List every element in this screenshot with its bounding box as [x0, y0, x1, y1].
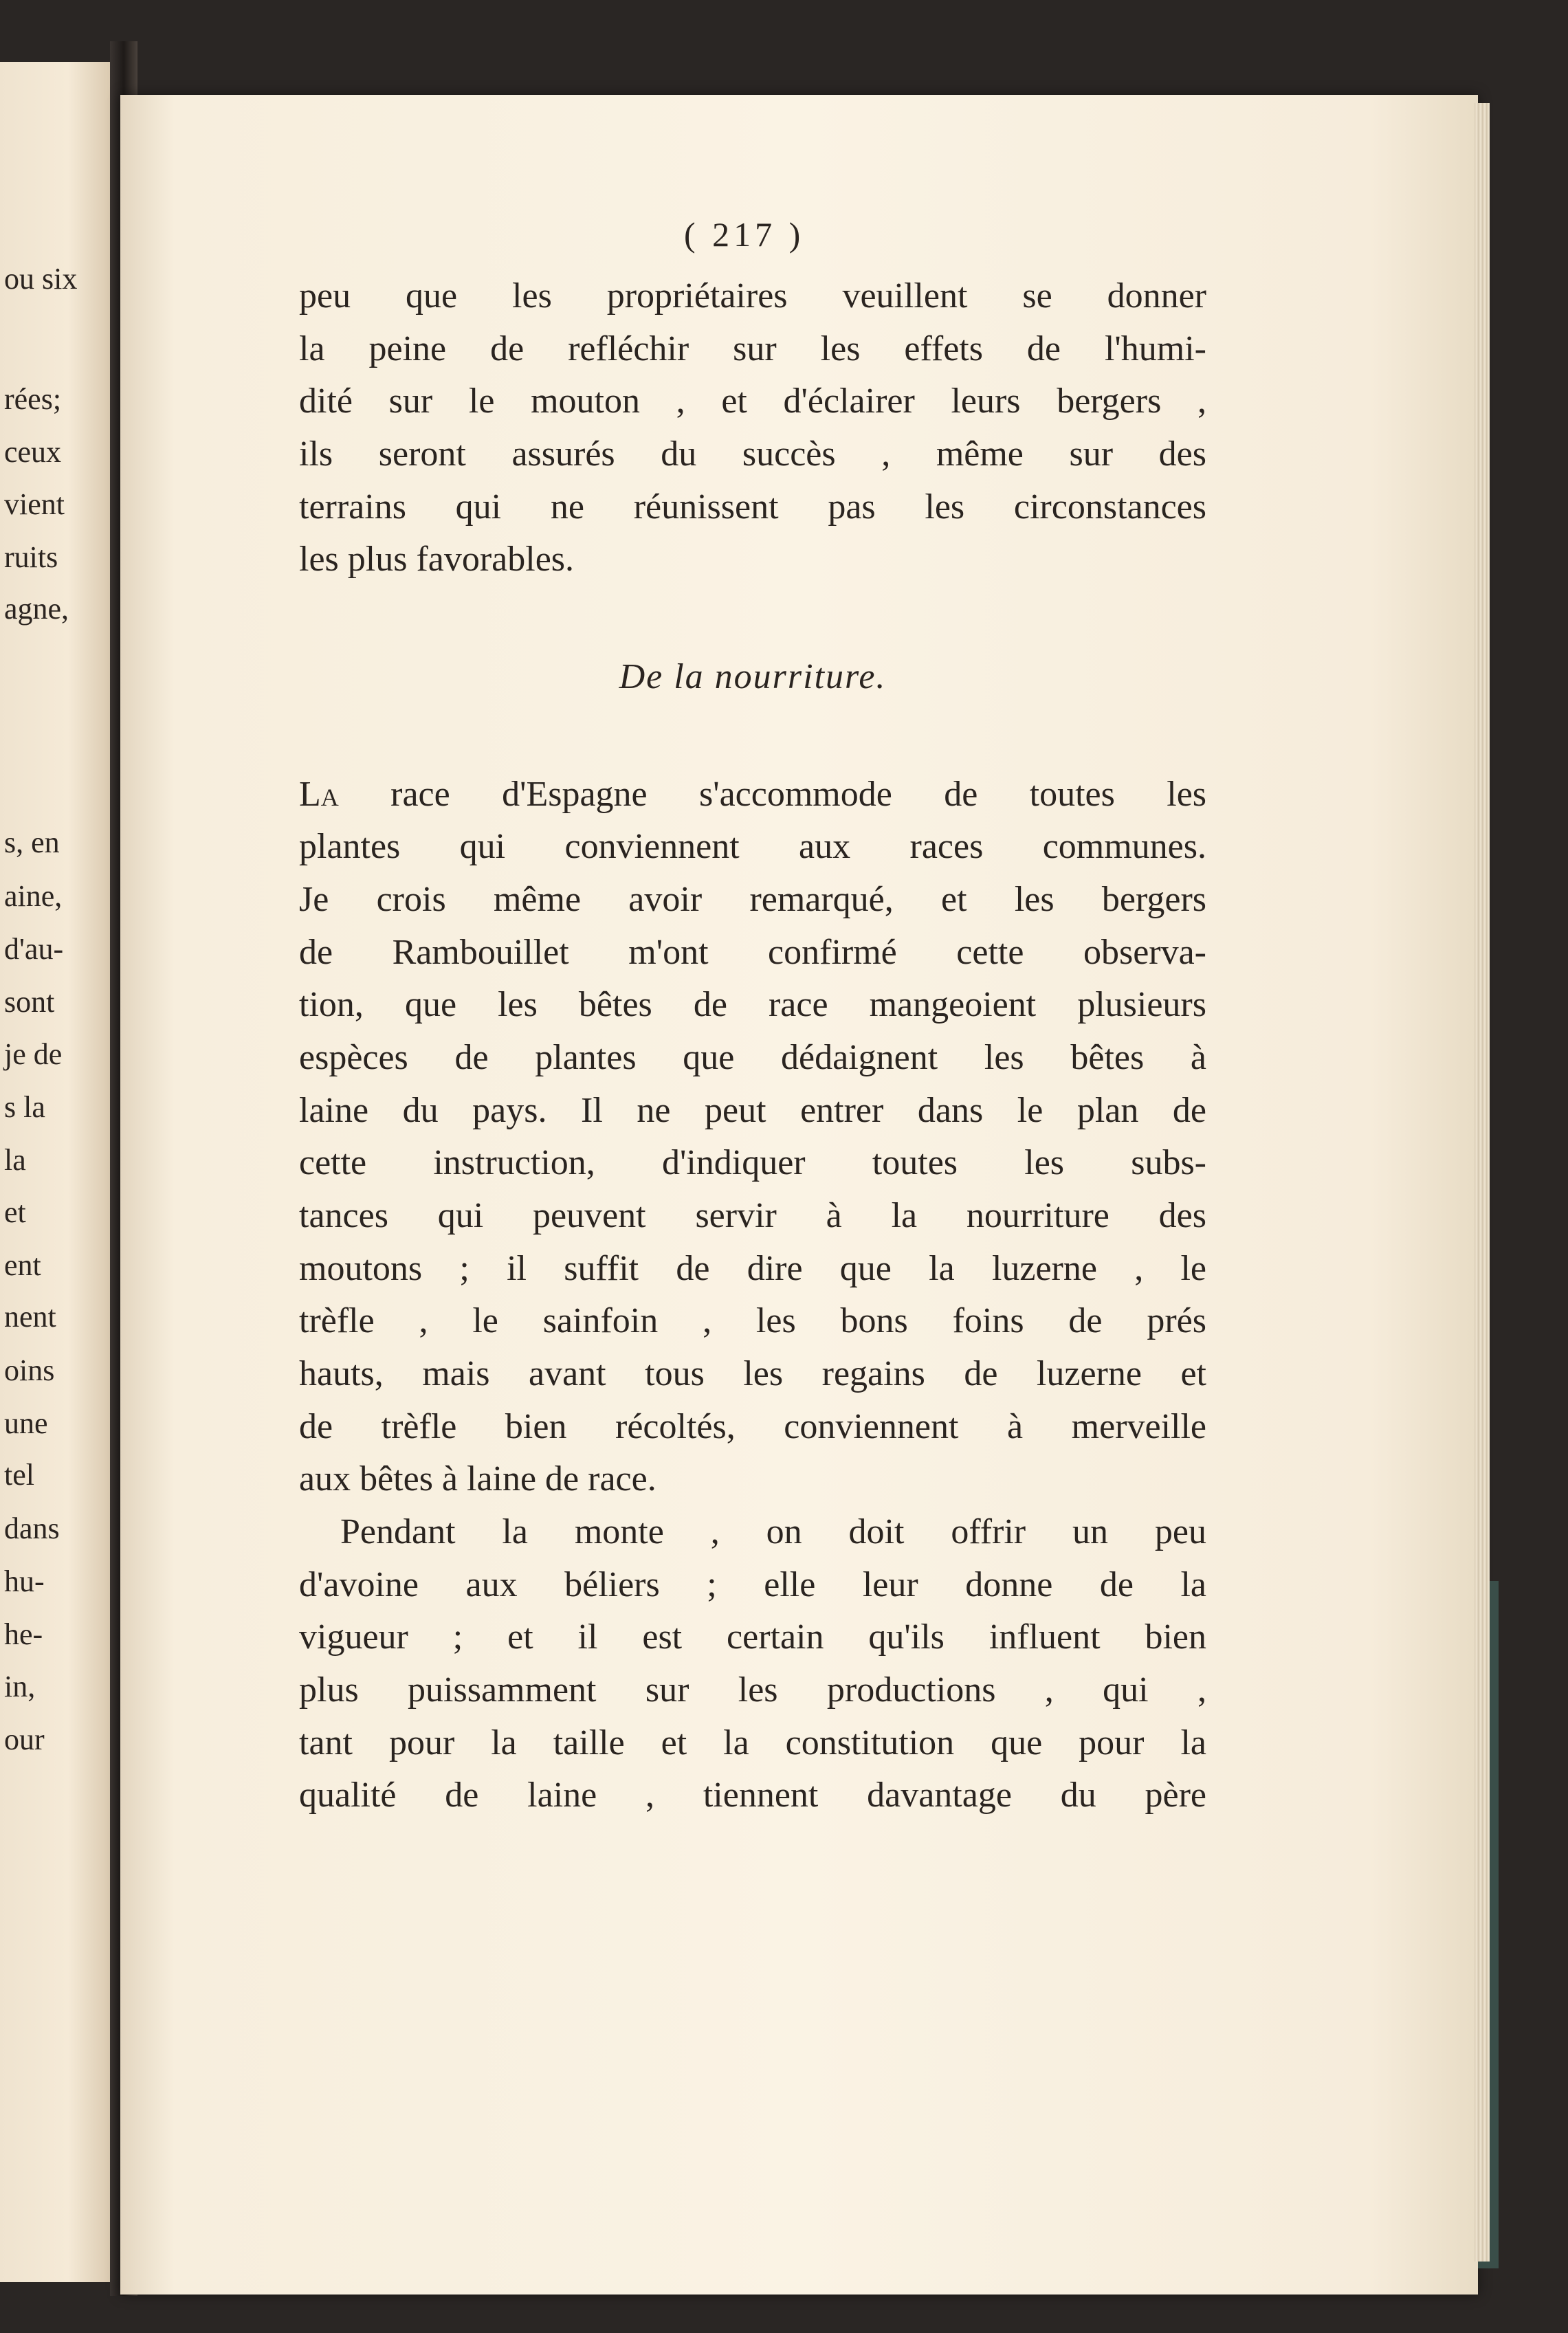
text-line: ils seront assurés du succès , même sur des: [299, 434, 1206, 474]
text-line: cette instruction, d'indiquer toutes les subs-: [299, 1143, 1206, 1182]
text-line: les plus favorables.: [299, 540, 575, 579]
text-line: peu que les propriétaires veuillent se donner: [299, 276, 1206, 316]
text-line: d'avoine aux béliers ; elle leur donne de la: [299, 1565, 1206, 1604]
facing-page-text: vient: [4, 487, 65, 521]
facing-page-text: our: [4, 1723, 45, 1756]
section-heading: De la nourriture.: [619, 657, 887, 696]
text-line: aux bêtes à laine de race.: [299, 1459, 656, 1499]
facing-page-text: hu-: [4, 1564, 45, 1598]
text-line: dité sur le mouton , et d'éclairer leurs bergers ,: [299, 382, 1206, 421]
facing-page-text: s la: [4, 1090, 45, 1124]
text-line: tant pour la taille et la constitution que pour la: [299, 1723, 1206, 1762]
facing-page-text: oins: [4, 1353, 55, 1387]
facing-page-text: ceux: [4, 435, 62, 469]
text-line: tances qui peuvent servir à la nourriture des: [299, 1196, 1206, 1235]
text-line: hauts, mais avant tous les regains de luzerne et: [299, 1354, 1206, 1393]
facing-page-text: et: [4, 1195, 26, 1229]
text-line: la peine de refléchir sur les effets de l'humi-: [299, 329, 1206, 368]
text-line: plantes qui conviennent aux races communes.: [299, 827, 1206, 866]
text-line: Je crois même avoir remarqué, et les bergers: [299, 880, 1206, 919]
facing-page-text: ent: [4, 1248, 41, 1282]
facing-page-text: agne,: [4, 592, 69, 626]
book-page: [120, 95, 1478, 2295]
text-line: espèces de plantes que dédaignent les bêtes à: [299, 1038, 1206, 1077]
facing-page-text: rées;: [4, 382, 62, 416]
facing-page-text: tel: [4, 1458, 34, 1492]
facing-page-text: je de: [4, 1037, 63, 1071]
text-line: vigueur ; et il est certain qu'ils influent bien: [299, 1617, 1206, 1657]
facing-page-text: d'au-: [4, 932, 64, 966]
facing-page-fragment: [0, 62, 113, 2282]
facing-page-text: ruits: [4, 540, 58, 574]
text-line: [299, 777, 1206, 812]
text-line: terrains qui ne réunissent pas les circonstances: [299, 487, 1206, 527]
text-line: Pendant la monte , on doit offrir un peu: [340, 1512, 1206, 1551]
text-line: moutons ; il suffit de dire que la luzerne , le: [299, 1249, 1206, 1288]
text-line: trèfle , le sainfoin , les bons foins de prés: [299, 1301, 1206, 1340]
facing-page-text: ou six: [4, 262, 78, 296]
facing-page-text: dans: [4, 1512, 60, 1545]
facing-page-text: nent: [4, 1300, 56, 1334]
facing-page-text: he-: [4, 1617, 43, 1651]
text-line: de trèfle bien récoltés, conviennent à merveille: [299, 1407, 1206, 1446]
facing-page-text: aine,: [4, 879, 63, 913]
facing-page-text: sont: [4, 985, 55, 1019]
drop-word: La: [299, 775, 339, 814]
text-line: tion, que les bêtes de race mangeoient plusieurs: [299, 985, 1206, 1024]
page-number: ( 217 ): [684, 215, 805, 254]
facing-page-text: s, en: [4, 826, 60, 859]
facing-page-text: in,: [4, 1670, 36, 1703]
text-line-rest: race d'Espagne s'accommode de toutes les: [390, 775, 1207, 814]
text-line: de Rambouillet m'ont confirmé cette observa-: [299, 933, 1206, 972]
text-line: plus puissamment sur les productions , qui ,: [299, 1670, 1206, 1710]
text-line: qualité de laine , tiennent davantage du père: [299, 1776, 1206, 1815]
facing-page-text: la: [4, 1143, 26, 1177]
page-edges: [1475, 103, 1490, 2262]
facing-page-text: une: [4, 1406, 48, 1440]
text-line: laine du pays. Il ne peut entrer dans le plan de: [299, 1091, 1206, 1130]
